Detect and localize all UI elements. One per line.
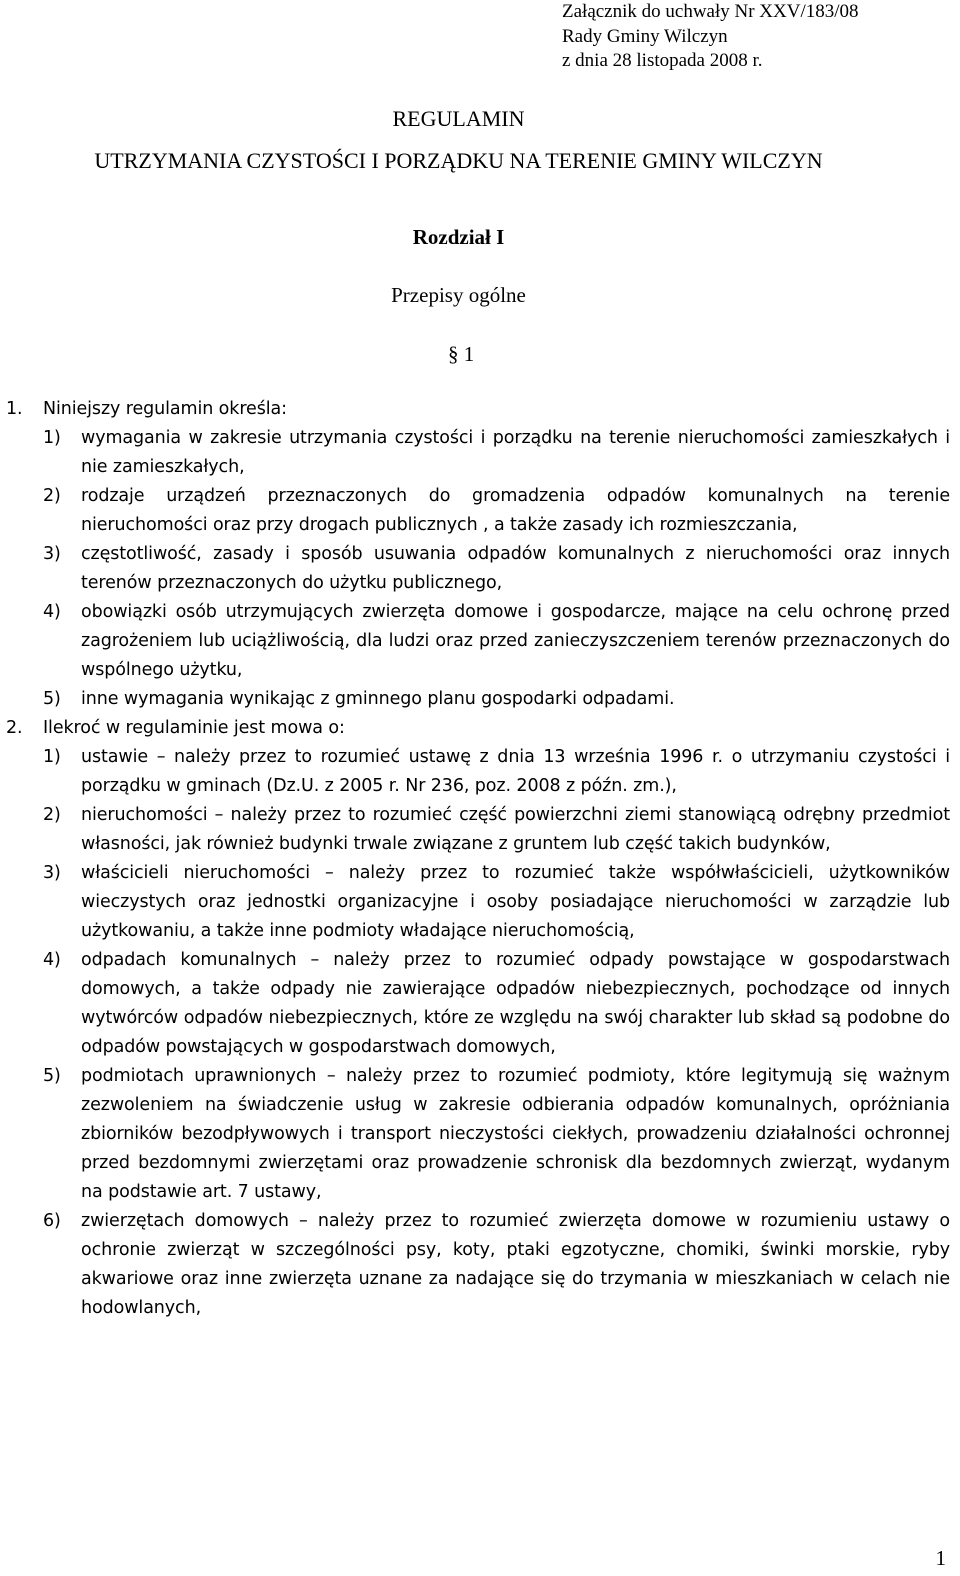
- point-number: 1.: [6, 399, 23, 419]
- item-number: 5): [43, 689, 61, 709]
- point-2: [0, 714, 950, 743]
- chapter-title: Rozdział I: [412, 225, 505, 249]
- point-1: [0, 395, 950, 424]
- document-title: REGULAMIN: [392, 106, 525, 131]
- list-item: [0, 598, 950, 685]
- item-text: obowiązki osób utrzymujących zwierzęta domowe i gospodarcze, mające na celu ochronę przed zagrożeniem lub uciążliwością, dla ludzi oraz przed zanieczyszczeniem terenów przeznaczonych do wspólnego użytku,: [81, 602, 950, 680]
- section-sign: §: [448, 342, 464, 366]
- item-number: 1): [43, 428, 61, 448]
- item-text: odpadach komunalnych – należy przez to rozumieć odpady powstające w gospodarstwach domowych, a także odpady nie zawierające odpadów niebezpiecznych, pochodzące od innych wytwórców odpadów niebezpiecznych, które ze względu na swój charakter lub skład są podobne do odpadów powstających w gospodarstwach domowych,: [81, 950, 950, 1057]
- item-number: 5): [43, 1066, 61, 1086]
- item-number: 4): [43, 950, 61, 970]
- page-number: 1: [935, 1546, 946, 1570]
- list-item: [0, 859, 950, 946]
- item-text: ustawie – należy przez to rozumieć ustawę z dnia 13 września 1996 r. o utrzymaniu czystości i porządku w gminach (Dz.U. z 2005 r. Nr 236, poz. 2008 z późn. zm.),: [81, 747, 950, 796]
- attachment-header: [562, 0, 859, 74]
- list-item: [0, 1062, 950, 1207]
- item-text: właścicieli nieruchomości – należy przez to rozumieć także współwłaścicieli, użytkowników wieczystych oraz jednostki organizacyjne i osoby posiadające nieruchomości w zarządzie lub użytkowaniu, a także inne podmioty władające nieruchomością,: [81, 863, 950, 941]
- point-text: Niniejszy regulamin określa:: [43, 399, 287, 419]
- item-text: zwierzętach domowych – należy przez to rozumieć zwierzęta domowe w rozumieniu ustawy o ochronie zwierząt w szczególności psy, koty, ptaki egzotyczne, chomiki, świnki morskie, ryby akwariowe oraz inne zwierzęta uznane za nadające się do trzymania w mieszkaniach w celach nie hodowlanych,: [81, 1211, 950, 1318]
- list-item: [0, 482, 950, 540]
- list-item: [0, 540, 950, 598]
- list-item: [0, 946, 950, 1062]
- header-line-resolution: Załącznik do uchwały Nr XXV/183/08: [562, 1, 859, 22]
- item-number: 6): [43, 1211, 61, 1231]
- item-text: częstotliwość, zasady i sposób usuwania odpadów komunalnych z nieruchomości oraz innych terenów przeznaczonych do użytku publicznego,: [81, 544, 950, 593]
- item-text: podmiotach uprawnionych – należy przez to rozumieć podmioty, które legitymują się ważnym zezwoleniem na świadczenie usług w zakresie odbierania odpadów komunalnych, opróżniania zbiorników bezodpływowych i transport nieczystości ciekłych, prowadzeniu działalności ochronnej przed bezdomnymi zwierzętami oraz prowadzenie schronisk dla bezdomnych zwierząt, wydanym na podstawie art. 7 ustawy,: [81, 1066, 950, 1202]
- header-line-council: Rady Gminy Wilczyn: [562, 25, 728, 47]
- item-number: 3): [43, 863, 61, 883]
- document-subtitle: UTRZYMANIA CZYSTOŚCI I PORZĄDKU NA TERENIE GMINY WILCZYN: [94, 148, 823, 173]
- item-number: 2): [43, 805, 61, 825]
- item-number: 2): [43, 486, 61, 506]
- list-item: [0, 685, 950, 714]
- point-number: 2.: [6, 718, 23, 738]
- section-number-value: 1: [463, 342, 475, 366]
- item-text: rodzaje urządzeń przeznaczonych do gromadzenia odpadów komunalnych na terenie nieruchomości oraz przy drogach publicznych , a także zasady ich rozmieszczania,: [81, 486, 950, 535]
- list-item: [0, 801, 950, 859]
- item-text: nieruchomości – należy przez to rozumieć część powierzchni ziemi stanowiącą odrębny przedmiot własności, jak również budynki trwale związane z gruntem lub część takich budynków,: [81, 805, 950, 854]
- item-number: 3): [43, 544, 61, 564]
- chapter-subtitle: Przepisy ogólne: [391, 283, 526, 307]
- item-text: wymagania w zakresie utrzymania czystości i porządku na terenie nieruchomości zamieszkałych i nie zamieszkałych,: [81, 428, 950, 477]
- regulation-content: [0, 395, 950, 1323]
- list-item: [0, 424, 950, 482]
- list-item: [0, 743, 950, 801]
- item-text: inne wymagania wynikając z gminnego planu gospodarki odpadami.: [81, 689, 675, 709]
- header-line-date: z dnia 28 listopada 2008 r.: [562, 50, 763, 71]
- point-text: Ilekroć w regulaminie jest mowa o:: [43, 718, 345, 738]
- item-number: 4): [43, 602, 61, 622]
- list-item: [0, 1207, 950, 1323]
- section-number: [448, 340, 474, 368]
- item-number: 1): [43, 747, 61, 767]
